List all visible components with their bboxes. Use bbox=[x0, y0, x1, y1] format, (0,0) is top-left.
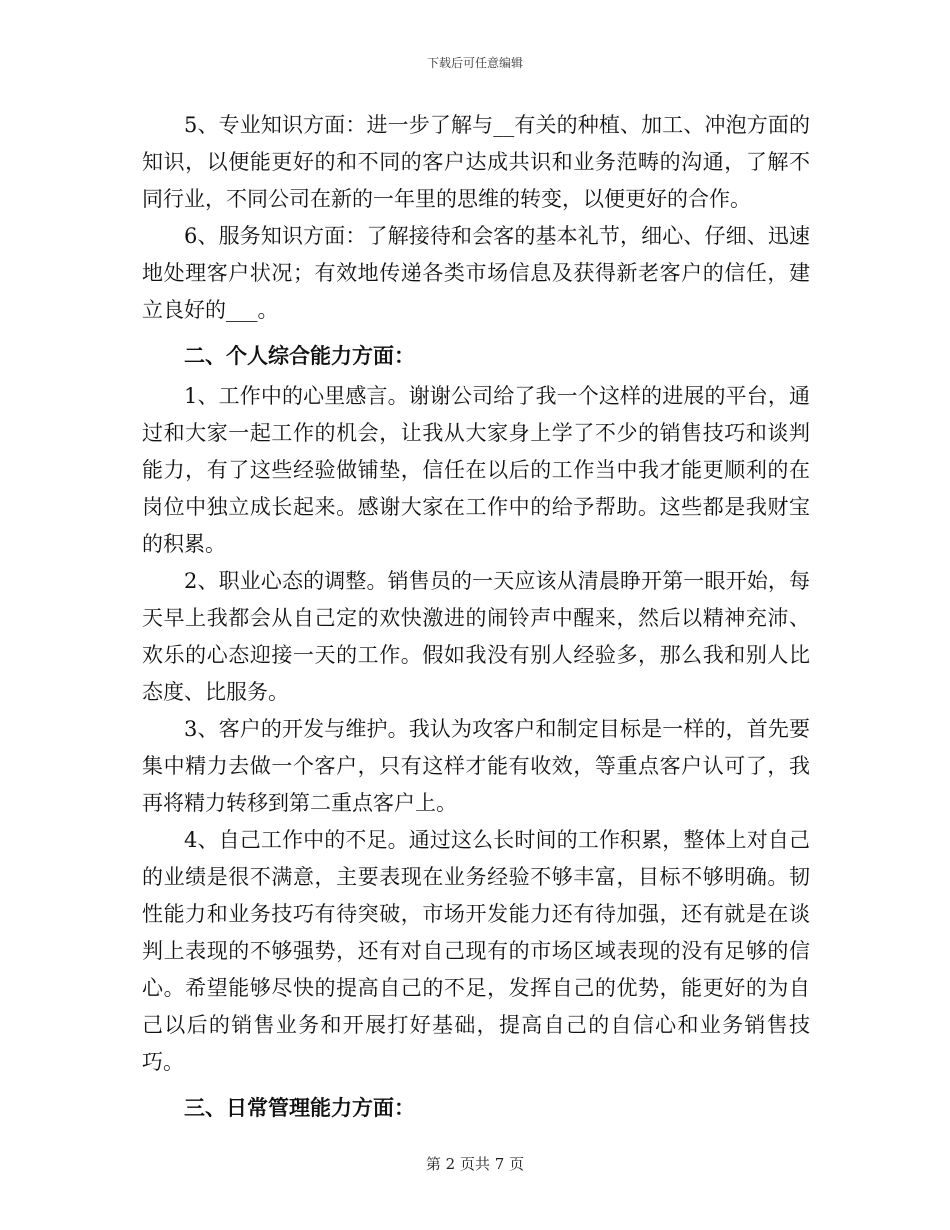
section-heading-personal-ability: 二、个人综合能力方面： bbox=[184, 343, 415, 368]
page-header: 下载后可任意编辑 bbox=[426, 56, 523, 70]
paragraph-work-reflection: 1、工作中的心里感言。谢谢公司给了我一个这样的进展的平台，通过和大家一起工作的机会，让我从大家身上学了不少的销售技巧和谈判能力，有了这些经验做铺垫，信任在以后的工作当中我才能更顺利的在岗位中独立成长起来。感谢大家在工作中的给予帮助。这些都是我财宝的积累。 bbox=[142, 384, 810, 556]
paragraph-professional-knowledge: 5、专业知识方面：进一步了解与__有关的种植、加工、冲泡方面的知识，以便能更好的和不同的客户达成共识和业务范畴的沟通，了解不同行业，不同公司在新的一年里的思维的转变，以便更好的合作。 bbox=[142, 113, 810, 211]
section-heading-daily-management: 三、日常管理能力方面： bbox=[184, 1095, 415, 1120]
document-body bbox=[142, 107, 810, 1130]
paragraph-client-development: 3、客户的开发与维护。我认为攻客户和制定目标是一样的，首先要集中精力去做一个客户，只有这样才能有收效，等重点客户认可了，我再将精力转移到第二重点客户上。 bbox=[142, 717, 810, 815]
paragraph-shortcomings: 4、自己工作中的不足。通过这么长时间的工作积累，整体上对自己的业绩是很不满意，主要表现在业务经验不够丰富，目标不够明确。韧性能力和业务技巧有待突破，市场开发能力还有待加强，还有就是在谈判上表现的不够强势，还有对自己现有的市场区域表现的没有足够的信心。希望能够尽快的提高自己的不足，发挥自己的优势，能更好的为自己以后的销售业务和开展打好基础，提高自己的自信心和业务销售技巧。 bbox=[142, 828, 810, 1074]
page-number-footer: 第 2 页共 7 页 bbox=[425, 1155, 525, 1173]
paragraph-career-mindset: 2、职业心态的调整。销售员的一天应该从清晨睁开第一眼开始，每天早上我都会从自己定的欢快激进的闹铃声中醒来，然后以精神充沛、欢乐的心态迎接一天的工作。假如我没有别人经验多，那么我和别人比态度、比服务。 bbox=[142, 569, 810, 704]
paragraph-service-knowledge: 6、服务知识方面：了解接待和会客的基本礼节，细心、仔细、迅速地处理客户状况；有效地传递各类市场信息及获得新老客户的信任，建立良好的___。 bbox=[142, 224, 810, 322]
